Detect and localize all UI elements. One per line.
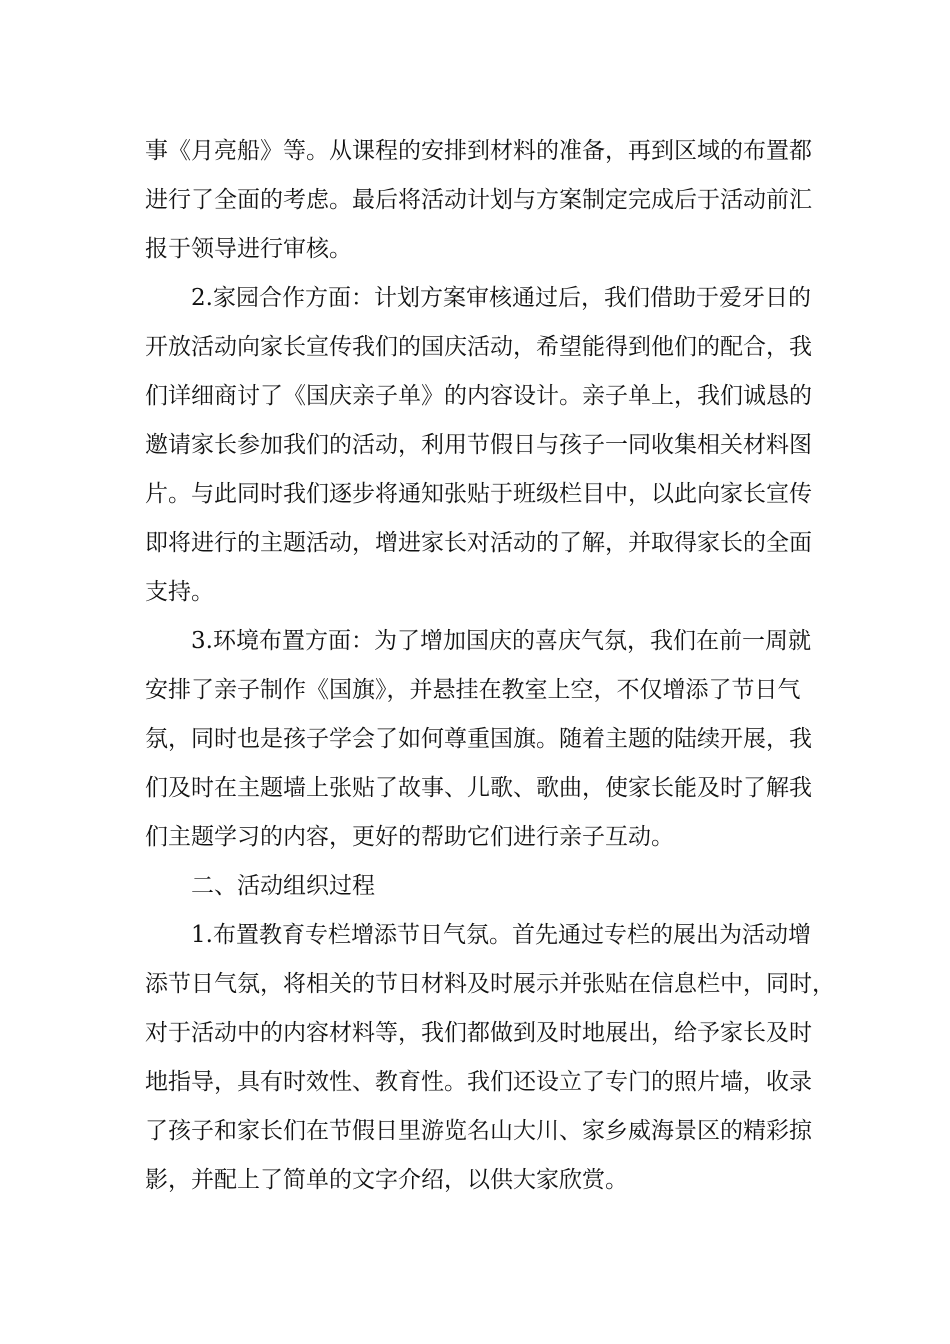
paragraph-start-line: 2.家园合作方面：计划方案审核通过后，我们借助于爱牙日的 xyxy=(191,285,811,311)
text-line: 安排了亲子制作《国旗》，并悬挂在教室上空，不仅增添了节日气 xyxy=(145,677,801,703)
body-text xyxy=(145,127,835,1205)
paragraph-start-line: 3.环境布置方面：为了增加国庆的喜庆气氛，我们在前一周就 xyxy=(191,628,811,654)
text-line: 们及时在主题墙上张贴了故事、儿歌、歌曲，使家长能及时了解我 xyxy=(145,775,812,801)
text-line: 邀请家长参加我们的活动，利用节假日与孩子一同收集相关材料图 xyxy=(145,432,812,458)
text-line: 氛，同时也是孩子学会了如何尊重国旗。随着主题的陆续开展，我 xyxy=(145,726,812,752)
text-line: 地指导，具有时效性、教育性。我们还设立了专门的照片墙，收录 xyxy=(145,1069,812,1095)
text-line: 添节日气氛，将相关的节日材料及时展示并张贴在信息栏中，同时， xyxy=(145,971,835,997)
text-line: 即将进行的主题活动，增进家长对活动的了解，并取得家长的全面 xyxy=(145,530,812,556)
paragraph-start-line: 1.布置教育专栏增添节日气氛。首先通过专栏的展出为活动增 xyxy=(191,922,811,948)
text-line: 事《月亮船》等。从课程的安排到材料的准备，再到区域的布置都 xyxy=(145,138,812,164)
text-line: 们详细商讨了《国庆亲子单》的内容设计。亲子单上，我们诚恳的 xyxy=(145,383,812,409)
text-line: 片。与此同时我们逐步将通知张贴于班级栏目中，以此向家长宣传 xyxy=(145,481,812,507)
text-line: 了孩子和家长们在节假日里游览名山大川、家乡威海景区的精彩掠 xyxy=(145,1118,812,1144)
text-line: 支持。 xyxy=(145,579,214,605)
section-heading: 二、活动组织过程 xyxy=(191,873,375,899)
text-line: 开放活动向家长宣传我们的国庆活动，希望能得到他们的配合，我 xyxy=(145,334,812,360)
text-line: 影，并配上了简单的文字介绍，以供大家欣赏。 xyxy=(145,1167,628,1193)
text-line: 对于活动中的内容材料等，我们都做到及时地展出，给予家长及时 xyxy=(145,1020,812,1046)
text-line: 进行了全面的考虑。最后将活动计划与方案制定完成后于活动前汇 xyxy=(145,187,812,213)
text-line: 报于领导进行审核。 xyxy=(145,236,352,262)
text-line: 们主题学习的内容，更好的帮助它们进行亲子互动。 xyxy=(145,824,674,850)
